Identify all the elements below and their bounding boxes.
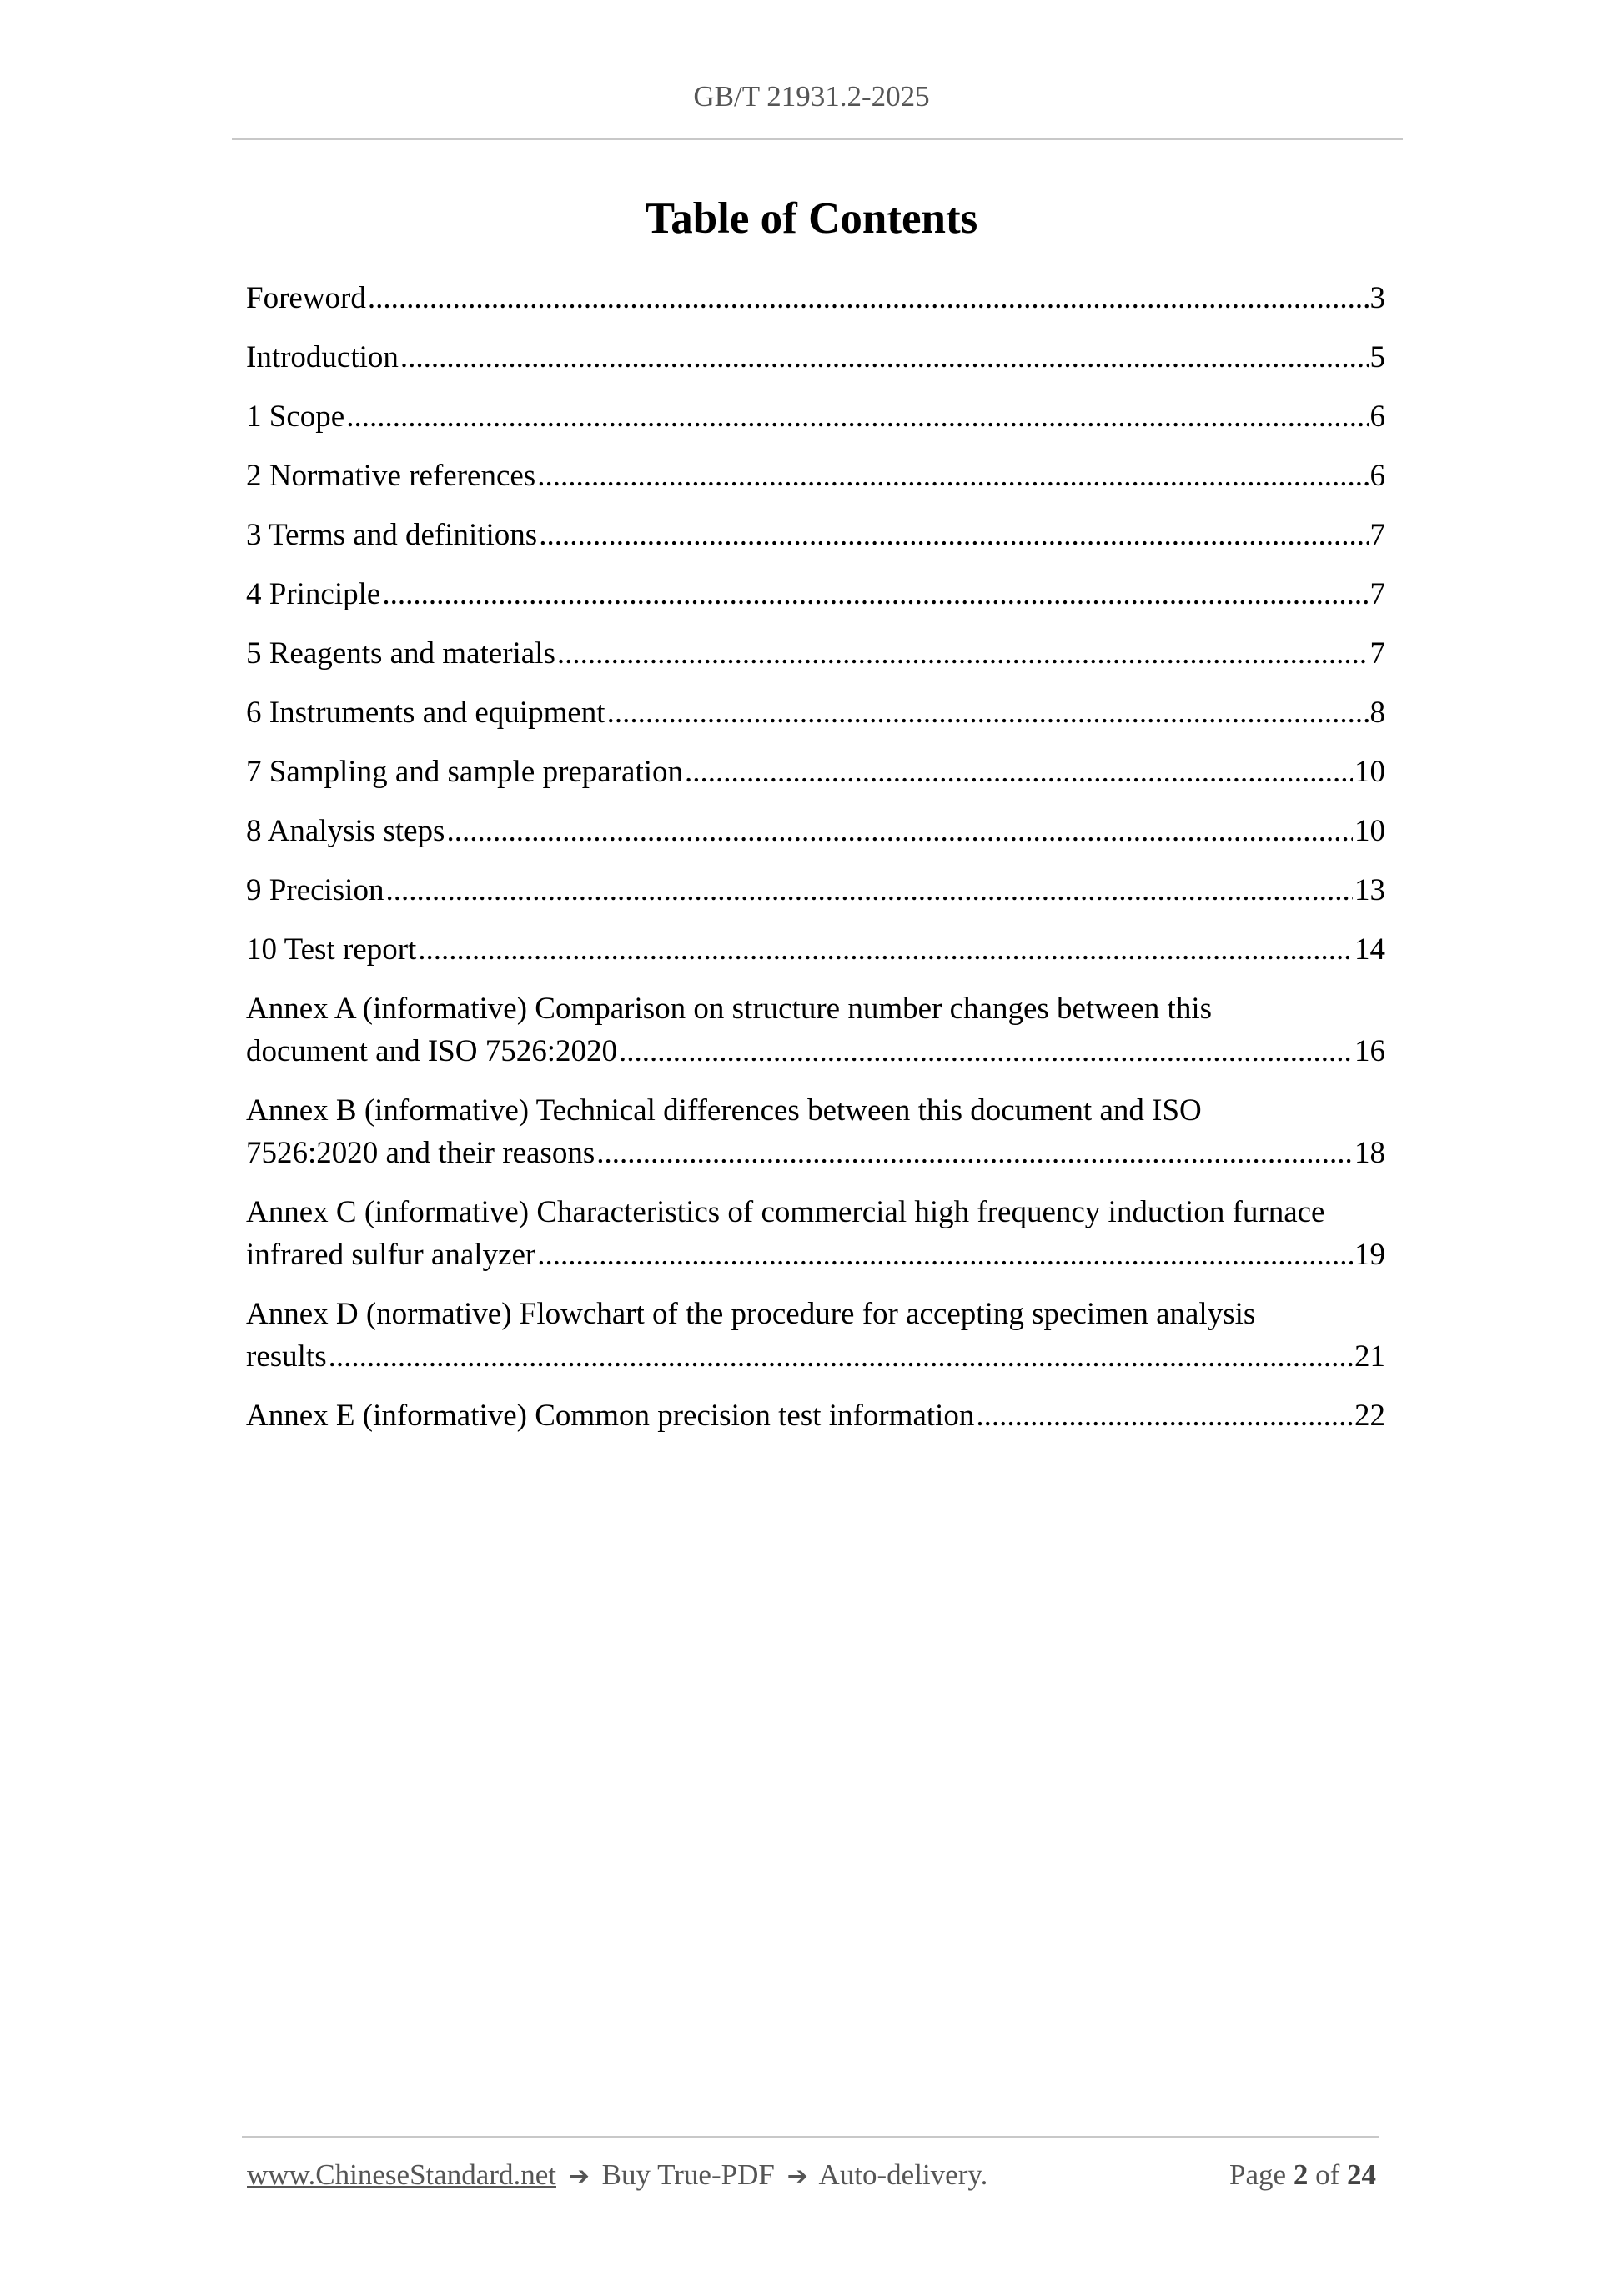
toc-page-number: 19 [1354, 1238, 1385, 1272]
page-title: Table of Contents [645, 194, 978, 243]
toc-entry-title-line2: results [246, 1339, 327, 1374]
toc-entry-title: Introduction [246, 340, 399, 374]
toc-entry-title-line2: 7526:2020 and their reasons [246, 1136, 595, 1170]
toc-leader-dots [537, 455, 1368, 497]
toc-leader-dots [557, 632, 1369, 675]
toc-page-number: 14 [1354, 932, 1385, 967]
toc-entry-title: 7 Sampling and sample preparation [246, 755, 684, 789]
toc-entry-analysis-steps[interactable] [246, 810, 1385, 852]
toc-entry-title: 4 Principle [246, 577, 381, 611]
toc-leader-dots [619, 1030, 1353, 1073]
toc-entry-title-line1: Annex C (informative) Characteristics of commercial high frequency induction furnace [246, 1195, 1325, 1229]
toc-leader-dots [385, 869, 1353, 912]
toc-page-number: 21 [1354, 1339, 1385, 1374]
toc-page-number: 6 [1369, 399, 1385, 434]
toc-entry-precision[interactable] [246, 869, 1385, 912]
toc-leader-dots [446, 810, 1353, 852]
toc-entry-principle[interactable] [246, 573, 1385, 615]
table-of-contents [246, 277, 1385, 1454]
toc-entry-normative-references[interactable] [246, 455, 1385, 497]
toc-page-number: 5 [1369, 340, 1385, 374]
toc-leader-dots [346, 395, 1368, 438]
toc-leader-dots [368, 277, 1369, 319]
toc-entry-title: 9 Precision [246, 873, 384, 907]
page-counter [1229, 2157, 1376, 2193]
buy-true-pdf-text: Buy True-PDF [601, 2158, 775, 2191]
toc-entry-title: 2 Normative references [246, 459, 536, 493]
toc-entry-title: 8 Analysis steps [246, 814, 445, 848]
running-header: GB/T 21931.2-2025 [693, 80, 930, 113]
toc-entry-title: 6 Instruments and equipment [246, 696, 605, 730]
auto-delivery-text: Auto-delivery. [818, 2158, 988, 2191]
website-link[interactable]: www.ChineseStandard.net [247, 2158, 556, 2191]
toc-leader-dots [596, 1132, 1353, 1174]
footer-promo [247, 2157, 987, 2195]
toc-leader-dots [382, 573, 1368, 615]
of-label: of [1315, 2158, 1340, 2191]
toc-entry-title-line1: Annex B (informative) Technical differences between this document and ISO [246, 1093, 1202, 1128]
toc-entry-title: 5 Reagents and materials [246, 636, 555, 671]
toc-entry-title: 10 Test report [246, 932, 417, 967]
toc-page-number: 13 [1354, 873, 1385, 907]
toc-entry-sampling-and-sample-preparation[interactable] [246, 751, 1385, 793]
toc-entry-annex-e[interactable] [246, 1394, 1385, 1437]
current-page-number: 2 [1293, 2158, 1309, 2191]
toc-entry-scope[interactable] [246, 395, 1385, 438]
toc-entry-test-report[interactable] [246, 928, 1385, 971]
toc-leader-dots [976, 1394, 1353, 1437]
toc-page-number: 22 [1354, 1399, 1385, 1433]
toc-leader-dots [539, 514, 1368, 556]
toc-page-number: 7 [1369, 636, 1385, 671]
toc-entry-annex-d[interactable] [246, 1293, 1385, 1378]
toc-entry-title-line1: Annex D (normative) Flowchart of the procedure for accepting specimen analysis [246, 1297, 1256, 1331]
toc-entry-annex-b[interactable] [246, 1089, 1385, 1174]
toc-entry-title: Annex E (informative) Common precision test information [246, 1399, 975, 1433]
toc-entry-introduction[interactable] [246, 336, 1385, 379]
toc-leader-dots [607, 691, 1369, 734]
toc-entry-foreword[interactable] [246, 277, 1385, 319]
toc-page-number: 3 [1369, 281, 1385, 315]
header-divider [232, 138, 1403, 140]
toc-page-number: 7 [1369, 577, 1385, 611]
toc-leader-dots [329, 1335, 1353, 1378]
toc-page-number: 10 [1354, 755, 1385, 789]
toc-entry-title: Foreword [246, 281, 366, 315]
total-pages-number: 24 [1347, 2158, 1376, 2191]
toc-entry-reagents-and-materials[interactable] [246, 632, 1385, 675]
toc-page-number: 18 [1354, 1136, 1385, 1170]
toc-entry-annex-a[interactable] [246, 987, 1385, 1073]
footer-divider [242, 2136, 1379, 2138]
toc-leader-dots [537, 1233, 1353, 1276]
toc-entry-title-line1: Annex A (informative) Comparison on structure number changes between this [246, 992, 1213, 1026]
toc-entry-title-line2: document and ISO 7526:2020 [246, 1034, 617, 1068]
right-arrow-icon: ➔ [568, 2162, 590, 2191]
toc-page-number: 8 [1369, 696, 1385, 730]
toc-entry-instruments-and-equipment[interactable] [246, 691, 1385, 734]
toc-entry-terms-and-definitions[interactable] [246, 514, 1385, 556]
toc-leader-dots [418, 928, 1353, 971]
toc-page-number: 16 [1354, 1034, 1385, 1068]
toc-leader-dots [400, 336, 1369, 379]
right-arrow-icon: ➔ [786, 2162, 808, 2191]
toc-entry-title: 3 Terms and definitions [246, 518, 538, 552]
toc-entry-annex-c[interactable] [246, 1191, 1385, 1276]
page-label: Page [1229, 2158, 1287, 2191]
toc-entry-title: 1 Scope [246, 399, 345, 434]
toc-entry-title-line2: infrared sulfur analyzer [246, 1238, 536, 1272]
toc-page-number: 7 [1369, 518, 1385, 552]
toc-page-number: 10 [1354, 814, 1385, 848]
toc-page-number: 6 [1369, 459, 1385, 493]
toc-leader-dots [685, 751, 1353, 793]
